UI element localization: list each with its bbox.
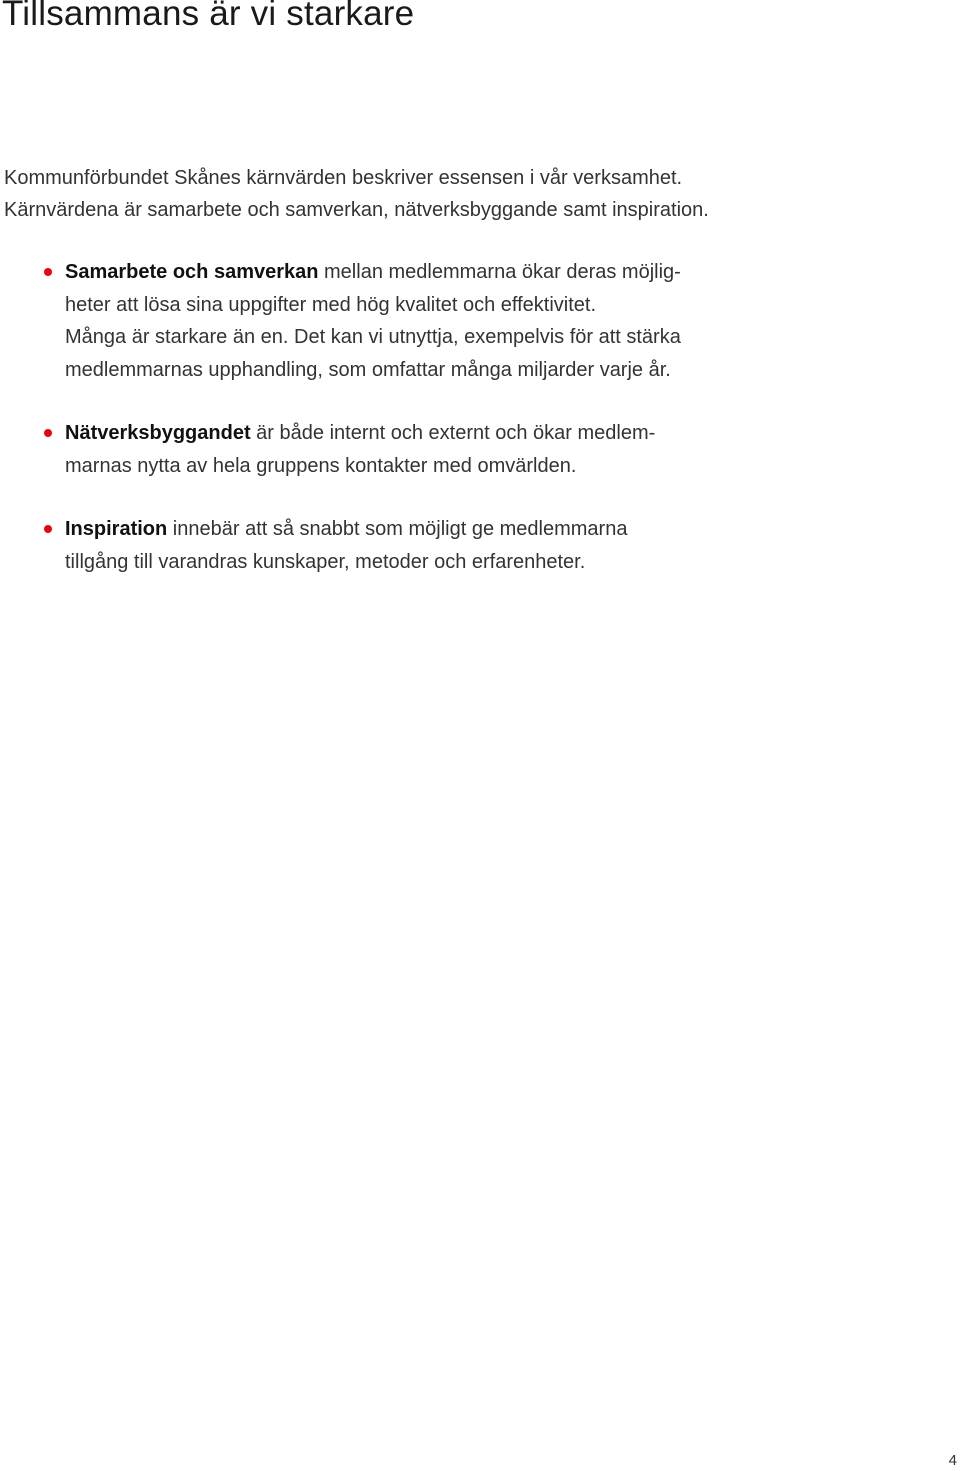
intro-line: Kommunförbundet Skånes kärnvärden beskriver essensen i vår verksamhet.: [4, 167, 683, 189]
intro-line: Kärnvärdena är samarbete och samverkan, nätverksbyggande samt inspiration.: [4, 199, 709, 221]
bullet-line: tillgång till varandras kunskaper, metoder och erfarenheter.: [65, 550, 586, 573]
bullet-dot-icon: [44, 525, 52, 533]
page-number: 4: [948, 1452, 957, 1469]
page-title: Tillsammans är vi starkare: [2, 0, 415, 33]
core-values-list: [0, 256, 900, 578]
core-value-inspiration: [0, 513, 900, 578]
bullet-text: innebär att så snabbt som möjligt ge medlemmarna: [167, 518, 628, 540]
bullet-line: heter att lösa sina uppgifter med hög kvalitet och effektivitet.: [65, 293, 597, 316]
bullet-line: Många är starkare än en. Det kan vi utnyttja, exempelvis för att stärka: [65, 326, 681, 348]
intro-paragraph: [4, 162, 904, 226]
bullet-dot-icon: [44, 268, 52, 276]
bullet-first-line: [65, 256, 900, 289]
core-value-networking: [0, 417, 900, 482]
bullet-line: medlemmarnas upphandling, som omfattar många miljarder varje år.: [65, 358, 671, 381]
core-value-cooperation: [0, 256, 900, 386]
bullet-text: är både internt och externt och ökar medlem-: [250, 422, 656, 444]
bullet-dot-icon: [44, 429, 52, 437]
bullet-lead-text: Inspiration: [65, 518, 168, 540]
bullet-line: marnas nytta av hela gruppens kontakter med omvärlden.: [65, 454, 577, 477]
bullet-first-line: [65, 417, 900, 450]
bullet-lead-text: Nätverksbyggandet: [65, 422, 251, 444]
bullet-lead-text: Samarbete och samverkan: [65, 261, 319, 283]
bullet-text: mellan medlemmarna ökar deras möjlig-: [318, 261, 681, 283]
bullet-first-line: [65, 513, 900, 546]
